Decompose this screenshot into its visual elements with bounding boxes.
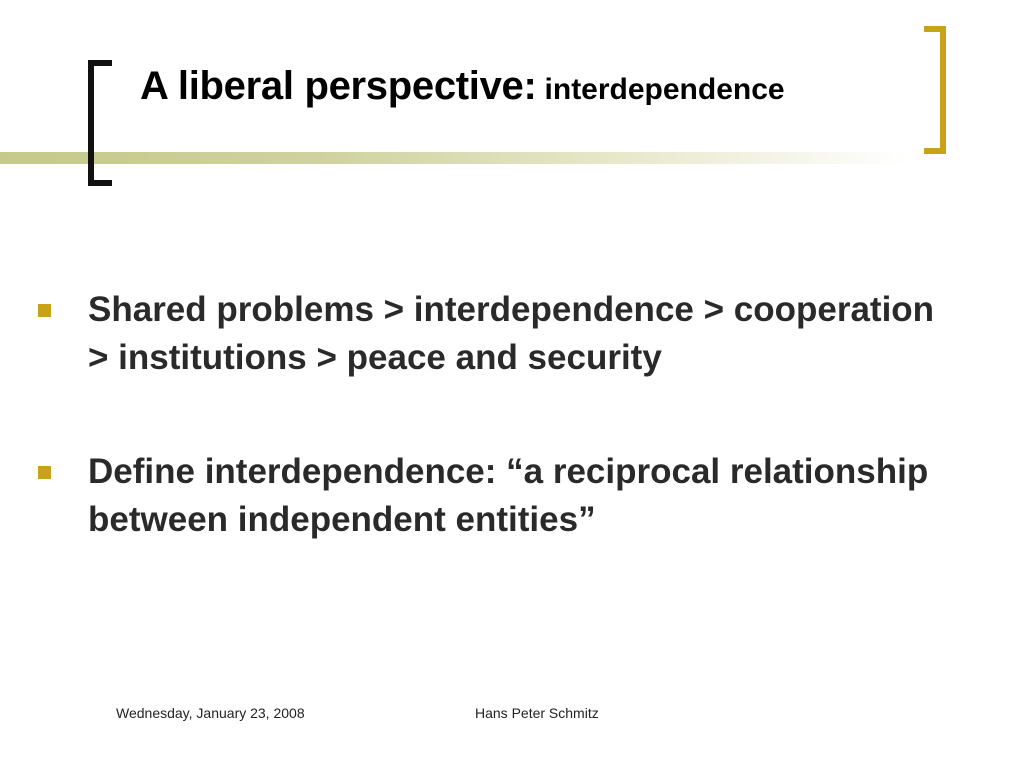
square-bullet-icon <box>38 304 51 317</box>
bullet-text: Shared problems > interdependence > cooperation > institutions > peace and security <box>88 290 935 377</box>
footer-date: Wednesday, January 23, 2008 <box>116 705 305 721</box>
slide-title-main: A liberal perspective: <box>140 64 537 108</box>
square-bullet-icon <box>38 466 51 479</box>
bullet-text: Define interdependence: “a reciprocal relationship between independent entities” <box>88 452 929 539</box>
bullet-item <box>38 286 938 382</box>
bullet-list <box>38 286 938 544</box>
title-underline-rule <box>0 152 910 164</box>
slide-title-sub: interdependence <box>544 73 785 106</box>
left-bracket-decoration <box>88 60 112 186</box>
bullet-item <box>38 448 938 544</box>
slide-title <box>140 64 785 109</box>
footer-author: Hans Peter Schmitz <box>475 705 599 721</box>
right-bracket-decoration <box>924 26 946 154</box>
